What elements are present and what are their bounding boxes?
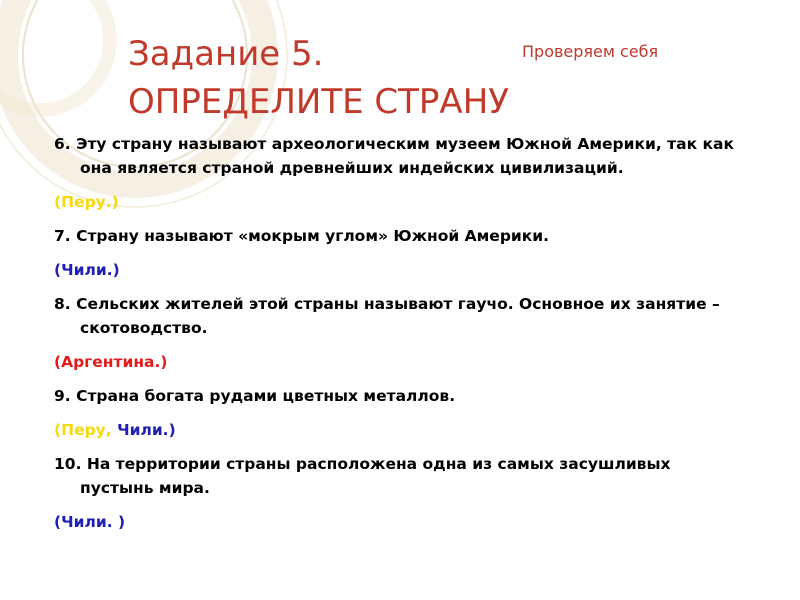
slide-title [128, 30, 509, 126]
answer-10 [54, 510, 734, 534]
answer-9-close: ) [168, 421, 176, 439]
answer-7-country: Чили. [61, 261, 113, 279]
task-list [54, 132, 734, 544]
answer-7 [54, 258, 734, 282]
answer-8-open: ( [54, 353, 62, 371]
answer-8-country: Аргентина. [61, 353, 161, 371]
answer-9 [54, 418, 734, 442]
answer-10-country: Чили. [61, 513, 118, 531]
task-text-9: 9. Страна богата рудами цветных металлов. [54, 387, 456, 405]
answer-6 [54, 190, 734, 214]
answer-7-close: ) [112, 261, 120, 279]
task-item-8 [54, 292, 734, 340]
task-item-6 [54, 132, 734, 180]
answer-9-open: ( [54, 421, 62, 439]
task-text-10: 10. На территории страны расположена одна из самых засушливых пустынь мира. [54, 455, 671, 497]
task-text-7: 7. Страну называют «мокрым углом» Южной Америки. [54, 227, 550, 245]
answer-6-close: ) [111, 193, 119, 211]
decor-circle-small [0, 0, 110, 110]
title-line-2: ОПРЕДЕЛИТЕ СТРАНУ [128, 82, 509, 122]
task-item-10 [54, 452, 734, 500]
title-line-1: Задание 5. [128, 34, 324, 74]
answer-8 [54, 350, 734, 374]
answer-10-close: ) [117, 513, 126, 531]
answer-9-country-1: Перу, [61, 421, 112, 439]
answer-6-country: Перу. [61, 193, 112, 211]
task-item-7 [54, 224, 734, 248]
answer-6-open: ( [54, 193, 62, 211]
subtitle: Проверяем себя [522, 42, 659, 61]
task-text-8: 8. Сельских жителей этой страны называют гаучо. Основное их занятие – скотоводство. [54, 295, 720, 337]
answer-10-open: ( [54, 513, 62, 531]
task-item-9 [54, 384, 734, 408]
answer-7-open: ( [54, 261, 62, 279]
task-text-6: 6. Эту страну называют археологическим музеем Южной Америки, так как она является страной древнейших индейских цивилизаций. [54, 135, 734, 177]
answer-8-close: ) [160, 353, 168, 371]
answer-9-country-2: Чили. [117, 421, 169, 439]
